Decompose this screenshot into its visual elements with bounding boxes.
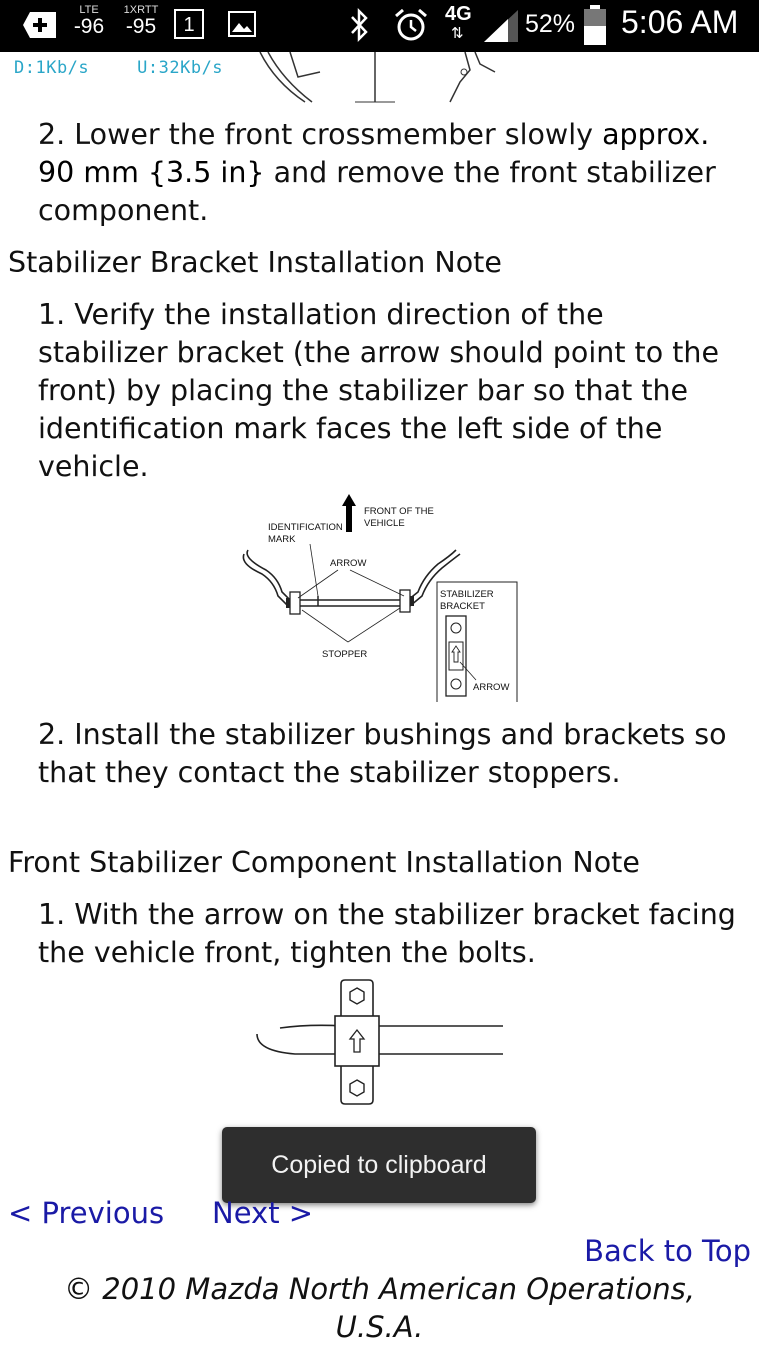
back-to-top-link[interactable]: Back to Top bbox=[584, 1234, 751, 1268]
bluetooth-icon bbox=[347, 8, 371, 42]
clipboard-toast: Copied to clipboard bbox=[222, 1127, 536, 1203]
label-id-mark-1: IDENTIFICATION bbox=[268, 522, 343, 533]
label-front-2: VEHICLE bbox=[364, 518, 405, 529]
bracket-step-1: 1. Verify the installation direction of the stabilizer bracket (the arrow should point to the front) by placing the stabilizer bar so that the identification mark faces the left side of the vehicle. bbox=[38, 298, 719, 483]
image-icon bbox=[228, 11, 256, 37]
right-bracket bbox=[400, 590, 410, 612]
label-bracket-arrow: ARROW bbox=[473, 682, 510, 693]
data-arrows-icon: ⇅ bbox=[451, 25, 464, 42]
next-link[interactable]: Next > bbox=[212, 1196, 314, 1230]
label-arrow: ARROW bbox=[330, 558, 367, 569]
alarm-icon bbox=[393, 7, 429, 43]
copyright-line-1: © 2010 Mazda North American Operations, bbox=[64, 1272, 695, 1306]
add-notification-icon bbox=[22, 10, 58, 40]
label-id-mark-2: MARK bbox=[268, 534, 296, 545]
battery-percent: 52% bbox=[525, 10, 576, 38]
bracket-installation-heading: Stabilizer Bracket Installation Note bbox=[8, 246, 502, 279]
stabilizer-bracket-diagram bbox=[238, 492, 523, 706]
measurement-value: approx. 90 mm {3.5 in} bbox=[38, 118, 710, 189]
label-bracket-1: STABILIZER bbox=[440, 589, 494, 600]
network-type: 4G bbox=[445, 3, 472, 25]
bracket-arrow-diagram bbox=[255, 976, 505, 1108]
signal-1xrtt: 1XRTT -95 bbox=[123, 4, 159, 38]
clock: 5:06 AM bbox=[621, 4, 739, 40]
upload-speed: U:32Kb/s bbox=[137, 58, 224, 78]
left-bracket bbox=[290, 592, 300, 614]
signal-strength-icon bbox=[482, 8, 520, 44]
previous-figure-fragment bbox=[250, 52, 510, 104]
previous-link[interactable]: < Previous bbox=[8, 1196, 165, 1230]
component-step-1: 1. With the arrow on the stabilizer bracket facing the vehicle front, tighten the bolts. bbox=[38, 898, 736, 969]
calendar-icon bbox=[174, 9, 204, 39]
label-front-1: FRONT OF THE bbox=[364, 506, 434, 517]
signal-lte: LTE -96 bbox=[73, 4, 105, 38]
bracket-step-2: 2. Install the stabilizer bushings and brackets so that they contact the stabilizer stoppers. bbox=[38, 718, 727, 789]
label-stopper: STOPPER bbox=[322, 649, 368, 660]
copyright-line-2: U.S.A. bbox=[335, 1310, 424, 1344]
copyright-footer bbox=[0, 1270, 759, 1346]
download-speed: D:1Kb/s bbox=[14, 58, 90, 78]
front-direction-arrow bbox=[342, 494, 356, 532]
notification-count: 1 bbox=[183, 14, 195, 36]
component-installation-heading: Front Stabilizer Component Installation Note bbox=[8, 846, 640, 879]
label-bracket-2: BRACKET bbox=[440, 601, 485, 612]
bracket-bushing bbox=[335, 1016, 379, 1066]
net-speed-overlay bbox=[14, 58, 271, 78]
removal-step-2: 2. Lower the front crossmember slowly approx. 90 mm {3.5 in} and remove the front stabilizer component. bbox=[38, 118, 716, 227]
stabilizer-bar-left bbox=[257, 1034, 343, 1054]
status-bar bbox=[0, 0, 759, 52]
battery-icon bbox=[583, 4, 607, 46]
